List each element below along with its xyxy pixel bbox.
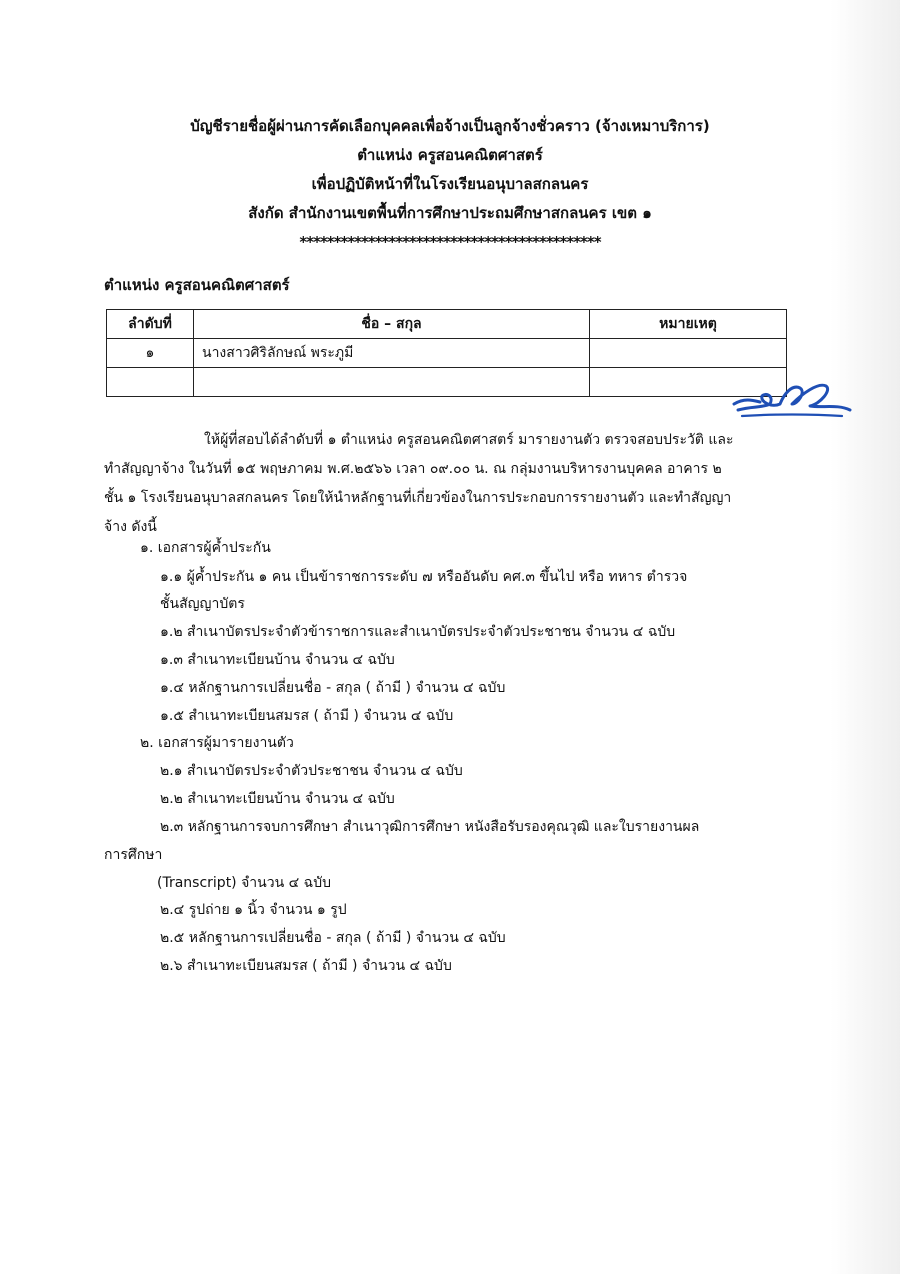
column-header-order: ลำดับที่ xyxy=(107,310,194,339)
cell-name xyxy=(194,368,590,397)
list-item: ๒.๑ สำเนาบัตรประจำตัวประชาชน จำนวน ๔ ฉบับ xyxy=(160,763,463,779)
header-title: บัญชีรายชื่อผู้ผ่านการคัดเลือกบุคคลเพื่อจ้างเป็นลูกจ้างชั่วคราว (จ้างเหมาบริการ) xyxy=(190,117,710,135)
candidates-table xyxy=(106,309,787,397)
list-item: ๒.๓ หลักฐานการจบการศึกษา สำเนาวุฒิการศึกษา หนังสือรับรองคุณวุฒิ และใบรายงานผล xyxy=(160,819,700,835)
list-item: ๒.๕ หลักฐานการเปลี่ยนชื่อ - สกุล ( ถ้ามี ) จำนวน ๔ ฉบับ xyxy=(160,930,506,946)
table-row xyxy=(107,368,787,397)
list-item: ๒.๖ สำเนาทะเบียนสมรส ( ถ้ามี ) จำนวน ๔ ฉบับ xyxy=(160,958,452,974)
instruction-paragraph xyxy=(104,426,794,542)
list-item: ๒.๒ สำเนาทะเบียนบ้าน จำนวน ๔ ฉบับ xyxy=(160,791,395,807)
list-item: ๒.๔ รูปถ่าย ๑ นิ้ว จำนวน ๑ รูป xyxy=(160,902,347,918)
header-star-divider: ******************************************** xyxy=(299,233,601,251)
cell-remark xyxy=(590,339,787,368)
column-header-name: ชื่อ – สกุล xyxy=(194,310,590,339)
list-item: ๑.๕ สำเนาทะเบียนสมรส ( ถ้ามี ) จำนวน ๔ ฉบับ xyxy=(160,708,454,724)
header-position: ตำแหน่ง ครูสอนคณิตศาสตร์ xyxy=(357,146,543,164)
list-item-continuation: ชั้นสัญญาบัตร xyxy=(160,596,245,612)
header-purpose: เพื่อปฏิบัติหน้าที่ในโรงเรียนอนุบาลสกลนคร xyxy=(311,175,589,193)
section-heading: ๑. เอกสารผู้ค้ำประกัน xyxy=(140,540,271,556)
handwritten-signature xyxy=(722,374,852,424)
list-item: ๑.๑ ผู้ค้ำประกัน ๑ คน เป็นข้าราชการระดับ ๗ หรืออันดับ คศ.๓ ขึ้นไป หรือ ทหาร ตำรวจ xyxy=(160,569,688,585)
paragraph-line: ทำสัญญาจ้าง ในวันที่ ๑๕ พฤษภาคม พ.ศ.๒๕๖๖ เวลา ๐๙.๐๐ น. ณ กลุ่มงานบริหารงานบุคคล อาคาร ๒ xyxy=(104,461,722,477)
list-item-continuation: การศึกษา xyxy=(104,847,163,863)
list-item: ๑.๒ สำเนาบัตรประจำตัวข้าราชการและสำเนาบัตรประจำตัวประชาชน จำนวน ๔ ฉบับ xyxy=(160,624,676,640)
table-header-row xyxy=(107,310,787,339)
cell-name: นางสาวศิริลักษณ์ พระภูมี xyxy=(194,339,590,368)
cell-order xyxy=(107,368,194,397)
section-title: ตำแหน่ง ครูสอนคณิตศาสตร์ xyxy=(104,276,290,294)
paragraph-line: จ้าง ดังนี้ xyxy=(104,519,157,535)
list-item: ๑.๓ สำเนาทะเบียนบ้าน จำนวน ๔ ฉบับ xyxy=(160,652,395,668)
list-item-continuation: (Transcript) จำนวน ๔ ฉบับ xyxy=(157,875,331,891)
column-header-remark: หมายเหตุ xyxy=(590,310,787,339)
section-heading: ๒. เอกสารผู้มารายงานตัว xyxy=(140,735,294,751)
header-affiliation: สังกัด สำนักงานเขตพื้นที่การศึกษาประถมศึกษาสกลนคร เขต ๑ xyxy=(248,204,652,222)
list-item: ๑.๔ หลักฐานการเปลี่ยนชื่อ - สกุล ( ถ้ามี ) จำนวน ๔ ฉบับ xyxy=(160,680,506,696)
paragraph-line: ให้ผู้ที่สอบได้ลำดับที่ ๑ ตำแหน่ง ครูสอนคณิตศาสตร์ มารายงานตัว ตรวจสอบประวัติ และ xyxy=(204,432,734,448)
paragraph-line: ชั้น ๑ โรงเรียนอนุบาลสกลนคร โดยให้นำหลักฐานที่เกี่ยวข้องในการประกอบการรายงานตัว และทำสัญญา xyxy=(104,490,732,506)
document-header xyxy=(0,112,900,257)
cell-order: ๑ xyxy=(107,339,194,368)
table-row xyxy=(107,339,787,368)
